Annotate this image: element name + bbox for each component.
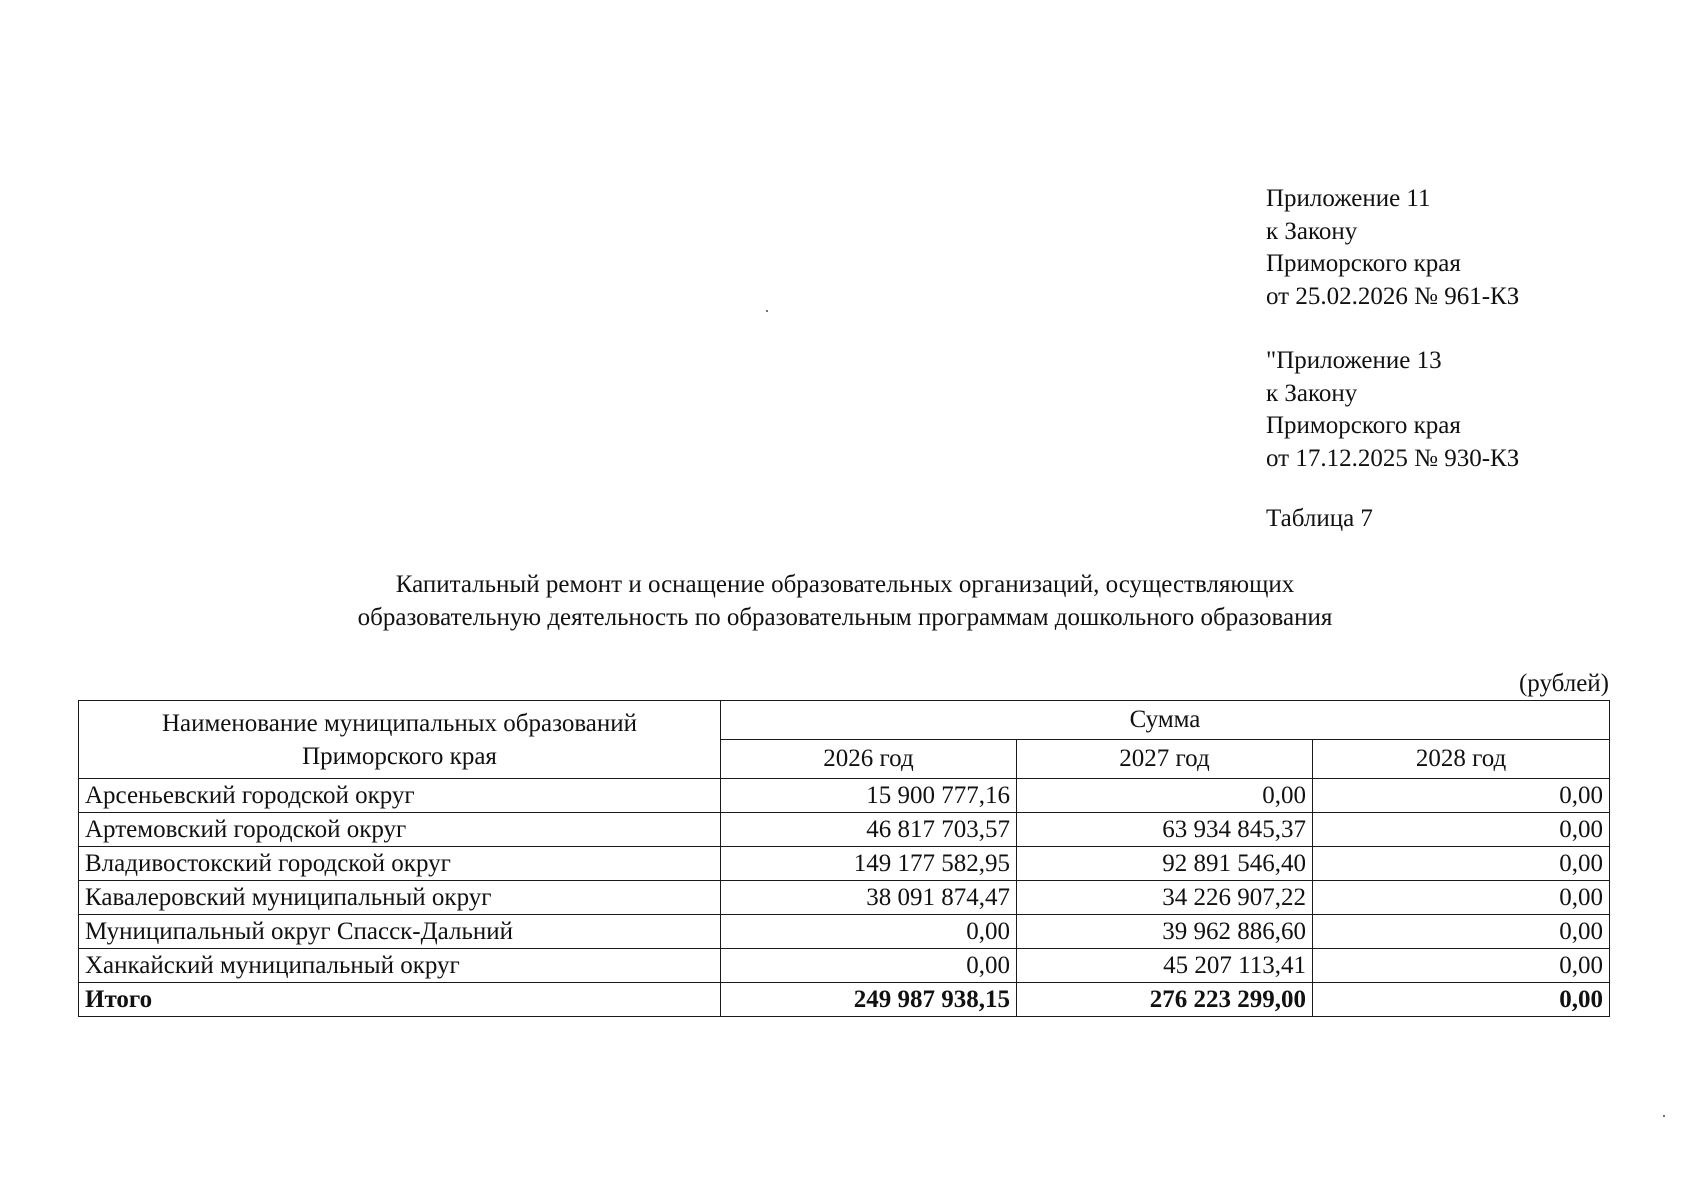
amount-2026: 0,00 [721,915,1017,949]
municipality-name: Артемовский городской округ [79,813,721,847]
scan-speck [766,310,768,312]
table-row [79,881,1610,915]
title-line: Капитальный ремонт и оснащение образовательных организаций, осуществляющих [395,571,1295,598]
year-header-2028: 2028 год [1313,740,1610,779]
amount-2026: 38 091 874,47 [721,881,1017,915]
municipality-name: Ханкайский муниципальный округ [79,949,721,983]
appendix-amended-reference [1266,345,1519,475]
amount-2026: 0,00 [721,949,1017,983]
table-row [79,847,1610,881]
appendix-line: Приморского края [1266,250,1461,277]
table-total-row [79,983,1610,1017]
header-line: Приморского края [302,742,497,770]
scan-speck [1663,1115,1665,1117]
appendix-line: от 17.12.2025 № 930-КЗ [1266,444,1520,472]
amount-2026: 15 900 777,16 [721,779,1017,813]
appendix-line: от 25.02.2026 № 961-КЗ [1266,282,1520,310]
amount-2027: 0,00 [1017,779,1313,813]
title-line: образовательную деятельность по образовательным программам дошкольного образования [357,604,1333,631]
amount-2026: 46 817 703,57 [721,813,1017,847]
amount-2027: 92 891 546,40 [1017,847,1313,881]
appendix-line: к Закону [1266,217,1358,245]
appendix-line: "Приложение 13 [1266,347,1442,374]
amount-2026: 149 177 582,95 [721,847,1017,881]
header-line: Наименование муниципальных образований [161,709,638,737]
amount-2027: 45 207 113,41 [1017,949,1313,983]
total-2028: 0,00 [1313,983,1610,1017]
table-row [79,813,1610,847]
amount-2028: 0,00 [1313,949,1610,983]
total-2026: 249 987 938,15 [721,983,1017,1017]
amount-2027: 39 962 886,60 [1017,915,1313,949]
appendix-current-reference [1266,183,1519,313]
amount-2027: 34 226 907,22 [1017,881,1313,915]
year-header-2026: 2026 год [721,740,1017,779]
appendix-line: Приморского края [1266,412,1461,439]
amount-2028: 0,00 [1313,847,1610,881]
amount-2028: 0,00 [1313,779,1610,813]
table-header-row [79,701,1610,740]
table-row [79,915,1610,949]
table-number-label: Таблица 7 [1266,505,1373,532]
unit-label: (рублей) [1518,670,1609,697]
municipality-name: Владивостокский городской округ [79,847,721,881]
document-title [160,568,1530,634]
municipality-name: Муниципальный округ Спасск-Дальний [79,915,721,949]
total-2027: 276 223 299,00 [1017,983,1313,1017]
appendix-line: Приложение 11 [1266,185,1431,212]
amount-2028: 0,00 [1313,881,1610,915]
amount-2027: 63 934 845,37 [1017,813,1313,847]
table-row [79,779,1610,813]
municipality-name: Кавалеровский муниципальный округ [79,881,721,915]
total-label: Итого [79,983,721,1017]
municipality-column-header [79,701,721,779]
amount-2028: 0,00 [1313,813,1610,847]
municipality-name: Арсеньевский городской округ [79,779,721,813]
amount-2028: 0,00 [1313,915,1610,949]
sum-column-header: Сумма [721,701,1610,740]
funding-table [78,700,1610,1017]
table-row [79,949,1610,983]
year-header-2027: 2027 год [1017,740,1313,779]
appendix-line: к Закону [1266,379,1358,407]
